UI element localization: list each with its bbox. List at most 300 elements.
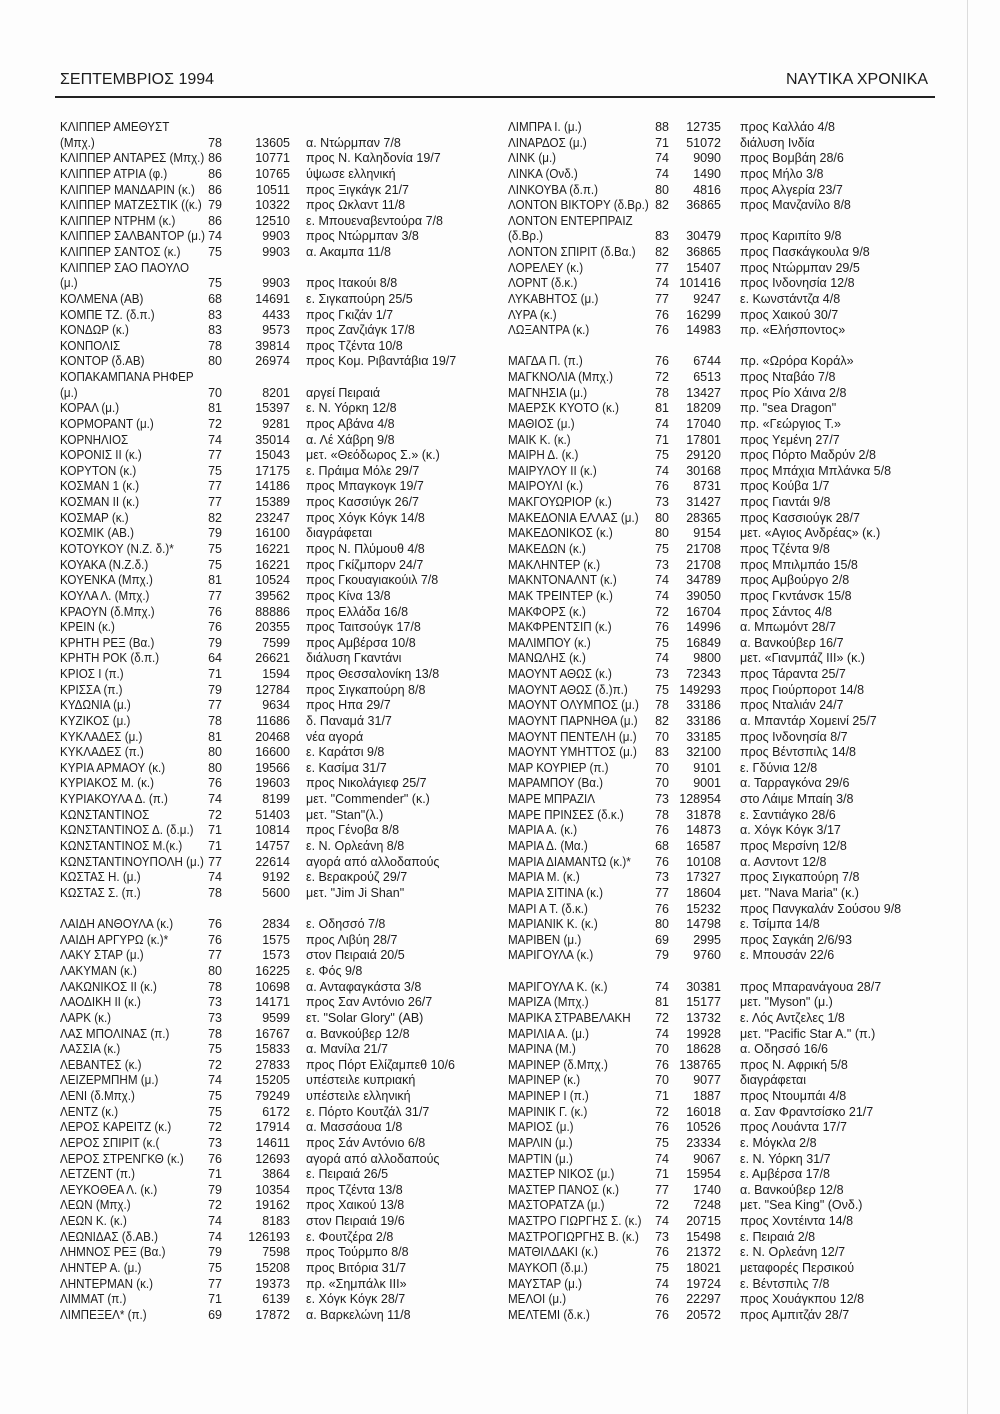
entry-status: α. Χόγκ Κόγκ 3/17 xyxy=(740,823,841,838)
entry-name: ΛΙΝΚΟΥΒΑ (δ.π.) xyxy=(508,182,599,197)
entry-name: (δ.Βρ.) xyxy=(508,229,544,244)
list-entry xyxy=(60,636,500,652)
list-entry xyxy=(508,1245,948,1261)
entry-name: (μ.) xyxy=(60,276,78,291)
list-entry xyxy=(60,730,500,746)
entry-tonnage: 27833 xyxy=(255,1057,290,1072)
entry-tonnage: 19928 xyxy=(686,1026,721,1041)
entry-status: προς Γένοβα 8/8 xyxy=(306,823,400,838)
entry-tonnage: 149293 xyxy=(679,682,721,697)
entry-year: 78 xyxy=(208,135,222,150)
entry-year: 74 xyxy=(655,573,669,588)
entry-status: προς Ιτακούι 8/8 xyxy=(306,276,398,291)
list-entry xyxy=(60,1120,500,1136)
entry-status: προς Ξιγκάγκ 21/7 xyxy=(306,182,409,197)
entry-status: δ. Παναμά 31/7 xyxy=(306,713,392,728)
list-entry xyxy=(508,589,948,605)
entry-name: ΚΥΚΛΑΔΕΣ (μ.) xyxy=(60,729,143,744)
entry-status: ε. Καράτσι 9/8 xyxy=(306,745,385,760)
list-entry xyxy=(508,605,948,621)
entry-tonnage: 14611 xyxy=(256,1135,290,1150)
entry-name: ΜΑΚΕΔΟΝΙΑ ΕΛΛΑΣ (μ.) xyxy=(508,510,639,525)
entry-tonnage: 9573 xyxy=(262,323,290,338)
entry-year: 75 xyxy=(655,448,669,463)
entry-tonnage: 9101 xyxy=(693,760,721,775)
entry-name: ΚΡΗΤΗ ΡΟΚ (δ.π.) xyxy=(60,651,160,666)
entry-status: προς Νταλιάν 24/7 xyxy=(740,698,844,713)
entry-year: 76 xyxy=(655,901,669,916)
entry-name: ΚΥΡΙΑ ΑΡΜΑΟΥ (κ.) xyxy=(60,760,166,775)
entry-year: 78 xyxy=(208,1026,222,1041)
list-entry xyxy=(508,1105,948,1121)
entry-name: ΛΕΩΝ Κ. (κ.) xyxy=(60,1214,127,1229)
entry-status: ε. Φός 9/8 xyxy=(306,964,363,979)
entry-tonnage: 14983 xyxy=(686,323,721,338)
entry-name: ΚΩΣΤΑΣ Σ. (π.) xyxy=(60,885,141,900)
entry-status: ε. Κασίμα 31/7 xyxy=(306,760,387,775)
entry-status: προς Κίνα 13/8 xyxy=(306,588,391,603)
list-entry xyxy=(508,433,948,449)
list-entry xyxy=(60,558,500,574)
entry-name: ΛΙΝΚΑ (Ονδ.) xyxy=(508,166,578,181)
entry-name: ΜΑΚΦΟΡΣ (κ.) xyxy=(508,604,586,619)
entry-name: ΛΙΜΜΑΤ (π.) xyxy=(60,1292,127,1307)
list-entry xyxy=(508,995,948,1011)
entry-tonnage: 9001 xyxy=(693,776,721,791)
list-entry xyxy=(60,448,500,464)
entry-name: ΚΥΖΙΚΟΣ (μ.) xyxy=(60,713,131,728)
entry-name: ΛΟΡΝΤ (δ.κ.) xyxy=(508,276,578,291)
entry-tonnage: 7598 xyxy=(262,1245,290,1260)
entry-year: 86 xyxy=(208,151,222,166)
list-entry xyxy=(60,198,500,214)
entry-name: ΚΛΙΠΠΕΡ ΣΑΟ ΠΑΟΥΛΟ xyxy=(60,260,190,275)
entry-tonnage: 10814 xyxy=(255,823,290,838)
list-entry xyxy=(60,792,500,808)
entry-status: α. Ασντοντ 12/8 xyxy=(740,854,827,869)
entry-year: 72 xyxy=(208,807,222,822)
entry-year: 77 xyxy=(208,448,222,463)
entry-name: ΚΛΙΠΠΕΡ ΑΝΤΑΡΕΣ (Μπχ.) xyxy=(60,151,205,166)
entry-name: ΛΕΩΝΙΔΑΣ (δ.ΑΒ.) xyxy=(60,1229,158,1244)
entry-tonnage: 15208 xyxy=(255,1260,290,1275)
entry-status: προς Κασσιούγκ 28/7 xyxy=(740,510,860,525)
list-entry xyxy=(60,245,500,261)
list-entry xyxy=(508,198,948,214)
header-rule xyxy=(55,96,935,98)
entry-year: 80 xyxy=(655,526,669,541)
entry-name: ΜΑΚΕΔΩΝ (κ.) xyxy=(508,542,586,556)
entry-year: 70 xyxy=(655,1073,669,1088)
entry-name: ΜΑΟΥΝΤ ΠΕΝΤΕΛΗ (μ.) xyxy=(508,729,637,744)
entry-year: 76 xyxy=(208,604,222,619)
entry-name: ΛΕΤΖΕΝΤ (π.) xyxy=(60,1167,135,1182)
entry-tonnage: 12784 xyxy=(255,682,290,697)
list-entry xyxy=(508,1027,948,1043)
entry-tonnage: 9247 xyxy=(693,291,721,306)
entry-tonnage: 10765 xyxy=(255,166,290,181)
list-entry xyxy=(60,1230,500,1246)
list-entry xyxy=(508,776,948,792)
entry-tonnage: 15232 xyxy=(686,901,721,916)
entry-status: ε. Πειραιά 26/5 xyxy=(306,1167,389,1182)
entry-year: 76 xyxy=(208,620,222,635)
entry-name: ΜΑΣΤΟΡΑΤΖΑ (μ.) xyxy=(508,1198,605,1213)
entry-name: ΚΩΝΣΤΑΝΤΙΝΟΣ xyxy=(60,807,150,822)
entry-status: προς Ταιτσούγκ 17/8 xyxy=(306,620,421,635)
entry-year: 74 xyxy=(208,792,222,807)
entry-name: ΛΑΙΔΗ ΑΝΘΟΥΛΑ (κ.) xyxy=(60,917,174,932)
entry-year: 74 xyxy=(655,166,669,181)
entry-name: ΜΑΙΡΟΥΛΙ (κ.) xyxy=(508,479,583,494)
list-entry xyxy=(60,933,500,949)
entry-year: 81 xyxy=(655,401,669,416)
entry-name: ΛΟΡΕΛΕΥ (κ.) xyxy=(508,260,584,275)
entry-name: ΜΑΡΙΑ ΣΙΤΙΝΑ (κ.) xyxy=(508,885,604,900)
entry-name: ΜΑΡΙΝΑ (Μ.) xyxy=(508,1042,576,1057)
list-entry xyxy=(508,980,948,996)
entry-tonnage: 13605 xyxy=(255,135,290,150)
entry-tonnage: 33186 xyxy=(686,698,721,713)
list-entry xyxy=(508,761,948,777)
entry-year: 75 xyxy=(208,245,222,260)
entry-tonnage: 15498 xyxy=(686,1229,721,1244)
entry-name: ΜΑΡΙΖΑ (Μπχ.) xyxy=(508,995,589,1010)
entry-status: ε. Μπουσάν 22/6 xyxy=(740,948,835,963)
entry-status: ε. Πράιμα Μόλε 29/7 xyxy=(306,463,420,478)
list-entry xyxy=(60,354,500,370)
list-entry xyxy=(60,964,500,980)
entry-tonnage: 17801 xyxy=(686,432,721,447)
entry-name: ΜΑΡΙΟΣ (μ.) xyxy=(508,1120,574,1135)
entry-status: μετ. «Αγιος Ανδρέας» (κ.) xyxy=(740,526,881,541)
entry-year: 80 xyxy=(655,917,669,932)
entry-tonnage: 31878 xyxy=(686,807,721,822)
entry-tonnage: 17914 xyxy=(255,1120,290,1135)
entry-year: 70 xyxy=(655,1042,669,1057)
entry-name: ΜΑΛΙΜΠΟΥ (κ.) xyxy=(508,635,591,650)
entry-tonnage: 18628 xyxy=(686,1042,721,1057)
list-entry xyxy=(508,511,948,527)
entry-year: 73 xyxy=(655,792,669,807)
entry-status: ε. Μπουεναβεντούρα 7/8 xyxy=(306,213,443,228)
list-entry xyxy=(508,120,948,136)
entry-name: ΚΟΥΑΚΑ (Ν.Ζ.δ.) xyxy=(60,557,149,572)
list-entry xyxy=(60,1027,500,1043)
entry-year: 71 xyxy=(655,1167,669,1182)
entry-tonnage: 15205 xyxy=(255,1073,290,1088)
list-entry xyxy=(508,886,948,902)
entry-status: ε. Σιγκαπούρη 25/5 xyxy=(306,291,413,306)
entry-status: προς Υεμένη 27/7 xyxy=(740,432,840,447)
entry-status: ε. Ν. Υόρκη 12/8 xyxy=(306,401,397,416)
entry-status: προς Μπάχια Μπλάνκα 5/8 xyxy=(740,463,892,478)
entry-tonnage: 9760 xyxy=(693,948,721,963)
entry-tonnage: 10354 xyxy=(255,1182,290,1197)
entry-status: προς Σιγκαπούρη 8/8 xyxy=(306,682,426,697)
list-entry xyxy=(508,870,948,886)
entry-status: προς Τζέντα 10/8 xyxy=(306,338,403,353)
entry-tonnage: 1740 xyxy=(693,1182,721,1197)
entry-status: ε. Βερακρούζ 29/7 xyxy=(306,870,408,885)
left-column xyxy=(60,120,500,1330)
page-edge xyxy=(967,0,968,1414)
entry-tonnage: 10524 xyxy=(255,573,290,588)
entry-status: προς Λιβύη 28/7 xyxy=(306,932,398,947)
entry-name: ΚΡΗΤΗ ΡΕΞ (Βα.) xyxy=(60,635,155,650)
entry-tonnage: 126193 xyxy=(248,1229,290,1244)
entry-tonnage: 21708 xyxy=(686,557,721,572)
entry-tonnage: 21372 xyxy=(686,1245,721,1260)
entry-year: 81 xyxy=(208,729,222,744)
entry-tonnage: 28365 xyxy=(686,510,721,525)
list-entry xyxy=(508,261,948,277)
entry-name: ΜΑΣΤΕΡ ΠΑΝΟΣ (κ.) xyxy=(508,1182,620,1197)
entry-status: προς Τάραντα 25/7 xyxy=(740,667,846,682)
entry-year: 74 xyxy=(655,151,669,166)
entry-year: 79 xyxy=(208,1182,222,1197)
list-entry xyxy=(508,495,948,511)
list-entry xyxy=(60,261,500,277)
entry-year: 75 xyxy=(208,1089,222,1104)
entry-tonnage: 8731 xyxy=(693,479,721,494)
entry-name: ΛΕΥΚΟΘΕΑ Λ. (κ.) xyxy=(60,1182,158,1197)
entry-name: ΜΑΡΙΓΟΥΛΑ (κ.) xyxy=(508,948,594,963)
entry-name: ΜΑΡΑΜΠΟΥ (Βα.) xyxy=(508,776,604,791)
entry-status: προς Ωκλαντ 11/8 xyxy=(306,198,406,213)
entry-year: 73 xyxy=(208,1010,222,1025)
list-entry xyxy=(508,448,948,464)
entry-year: 73 xyxy=(655,495,669,510)
list-entry xyxy=(508,1308,948,1324)
entry-name: ΚΛΙΠΠΕΡ ΑΤΡΙΑ (φ.) xyxy=(60,166,168,181)
list-entry xyxy=(60,495,500,511)
entry-status: προς Μερσίνη 12/8 xyxy=(740,838,847,853)
entry-tonnage: 16849 xyxy=(686,635,721,650)
list-entry xyxy=(508,1152,948,1168)
entry-tonnage: 4433 xyxy=(262,307,290,322)
list-entry xyxy=(60,323,500,339)
list-entry xyxy=(60,1089,500,1105)
entry-year: 73 xyxy=(655,667,669,682)
entry-name: ΜΑΟΥΝΤ ΠΑΡΝΗΘΑ (μ.) xyxy=(508,713,638,728)
entry-tonnage: 88886 xyxy=(255,604,290,619)
entry-status: προς Μπιλμπάο 15/8 xyxy=(740,557,858,572)
entry-year: 78 xyxy=(208,713,222,728)
list-entry xyxy=(508,1183,948,1199)
entry-tonnage: 10698 xyxy=(255,979,290,994)
entry-name: ΜΑΥΣΤΑΡ (μ.) xyxy=(508,1276,582,1291)
entry-status: διάλυση Γκαντάνι xyxy=(306,651,402,666)
entry-tonnage: 9090 xyxy=(693,151,721,166)
entry-status: μετ. "Sea King" (Ονδ.) xyxy=(740,1198,863,1213)
entry-year: 73 xyxy=(655,1229,669,1244)
entry-tonnage: 13427 xyxy=(686,385,721,400)
entry-name: ΛΥΚΑΒΗΤΟΣ (μ.) xyxy=(508,291,599,306)
entry-name: ΜΑΡ ΚΟΥΡΙΕΡ (π.) xyxy=(508,760,609,775)
entry-tonnage: 18021 xyxy=(686,1260,721,1275)
entry-year: 80 xyxy=(208,964,222,979)
entry-year: 76 xyxy=(208,917,222,932)
list-entry xyxy=(60,667,500,683)
entry-year: 71 xyxy=(208,1167,222,1182)
list-entry xyxy=(60,980,500,996)
entry-year: 80 xyxy=(655,182,669,197)
entry-name: ΜΑΥΚΟΠ (δ.μ.) xyxy=(508,1260,588,1275)
entry-status: ε. Ν. Ορλεάνη 12/7 xyxy=(740,1245,846,1260)
entry-tonnage: 6139 xyxy=(262,1292,290,1307)
entry-tonnage: 18209 xyxy=(686,401,721,416)
entry-status: προς Σαγκάη 2/6/93 xyxy=(740,932,852,947)
entry-tonnage: 51403 xyxy=(255,807,290,822)
entry-tonnage: 12693 xyxy=(255,1151,290,1166)
entry-year: 79 xyxy=(208,198,222,213)
entry-tonnage: 9192 xyxy=(262,870,290,885)
entry-status: ε. Χόγκ Κόγκ 28/7 xyxy=(306,1292,406,1307)
entry-year: 76 xyxy=(655,1245,669,1260)
entry-year: 74 xyxy=(655,1276,669,1291)
entry-name: ΛΙΝΑΡΔΟΣ (μ.) xyxy=(508,135,587,150)
entry-year: 76 xyxy=(655,1057,669,1072)
entry-year: 83 xyxy=(655,229,669,244)
entry-year: 76 xyxy=(655,479,669,494)
entry-year: 78 xyxy=(655,385,669,400)
list-entry xyxy=(60,948,500,964)
entry-tonnage: 20355 xyxy=(255,620,290,635)
entry-name: ΚΡΙΟΣ Ι (π.) xyxy=(60,667,124,682)
list-entry xyxy=(60,1198,500,1214)
entry-year: 70 xyxy=(655,776,669,791)
entry-tonnage: 15043 xyxy=(255,448,290,463)
entry-tonnage: 9077 xyxy=(693,1073,721,1088)
entry-name: ΜΑΣΤΡΟΓΙΩΡΓΗΣ Β. (κ.) xyxy=(508,1229,639,1244)
list-entry xyxy=(508,1261,948,1277)
entry-name: ΚΟΛΜΕΝΑ (ΑΒ) xyxy=(60,291,144,306)
entry-name: ΚΟΜΠΕ ΤΖ. (δ.π.) xyxy=(60,307,155,322)
entry-name: ΚΟΣΜΙΚ (ΑΒ.) xyxy=(60,526,135,541)
list-entry xyxy=(508,573,948,589)
list-entry xyxy=(60,526,500,542)
entry-tonnage: 15407 xyxy=(686,260,721,275)
entry-year: 74 xyxy=(655,979,669,994)
entry-status: προς Αμβέρσα 10/8 xyxy=(306,635,416,650)
entry-year: 77 xyxy=(208,1276,222,1291)
list-entry xyxy=(60,870,500,886)
entry-status: προς Καλλάο 4/8 xyxy=(740,120,835,134)
entry-name: ΛΕΡΟΣ ΣΠΙΡΙΤ (κ.( xyxy=(60,1135,160,1150)
entry-status: προς Ινδονησία 12/8 xyxy=(740,276,855,291)
entry-status: αργεί Πειραιά xyxy=(306,385,381,400)
entry-tonnage: 9903 xyxy=(262,276,290,291)
list-entry xyxy=(508,698,948,714)
list-entry xyxy=(60,511,500,527)
entry-year: 82 xyxy=(655,713,669,728)
entry-name: (μ.) xyxy=(60,385,78,400)
entry-status: προς Αμβούργο 2/8 xyxy=(740,573,850,588)
entry-year: 83 xyxy=(208,307,222,322)
entry-tonnage: 19162 xyxy=(255,1198,290,1213)
list-entry xyxy=(508,308,948,324)
entry-year: 77 xyxy=(655,1182,669,1197)
list-entry xyxy=(60,167,500,183)
entry-year: 79 xyxy=(208,526,222,541)
entry-status: προς Κομ. Ριβαντάβια 19/7 xyxy=(306,354,457,369)
entry-tonnage: 5600 xyxy=(262,885,290,900)
entry-year: 76 xyxy=(655,823,669,838)
entry-name: ΛΟΝΤΟΝ ΣΠΙΡΙΤ (δ.Βα.) xyxy=(508,245,636,260)
entry-status: προς Πόρτ Ελίζαμπεθ 10/6 xyxy=(306,1057,455,1072)
entry-year: 78 xyxy=(208,979,222,994)
entry-name: ΜΑΚΕΔΟΝΙΚΟΣ (κ.) xyxy=(508,526,613,541)
entry-name: ΜΑΡΙΝΕΡ (κ.) xyxy=(508,1073,581,1088)
list-entry xyxy=(508,1042,948,1058)
list-entry xyxy=(508,620,948,636)
list-entry xyxy=(60,1042,500,1058)
entry-name: ΚΛΙΠΠΕΡ ΝΤΡΗΜ (κ.) xyxy=(60,213,176,228)
entry-name: ΛΑΚΥ ΣΤΑΡ (μ.) xyxy=(60,948,144,963)
entry-name: ΜΑΓΚΝΟΛΙΑ (Μπχ.) xyxy=(508,370,613,385)
entry-year: 72 xyxy=(208,1120,222,1135)
entry-tonnage: 35014 xyxy=(255,432,290,447)
entry-name: ΜΑΙΡΥΛΟΥ ΙΙ (κ.) xyxy=(508,463,597,478)
entry-name: ΛΑΚΥΜΑΝ (κ.) xyxy=(60,964,137,979)
entry-status: μετ. "Jim Ji Shan" xyxy=(306,885,405,900)
entry-tonnage: 26621 xyxy=(255,651,290,666)
entry-status: προς Κασσιύγκ 26/7 xyxy=(306,495,419,510)
entry-status: ύψωσε ελληνική xyxy=(306,166,396,181)
list-entry xyxy=(508,1120,948,1136)
entry-year: 74 xyxy=(655,276,669,291)
entry-year: 75 xyxy=(655,1260,669,1275)
entry-tonnage: 10322 xyxy=(255,198,290,213)
list-entry xyxy=(60,417,500,433)
entry-year: 74 xyxy=(208,870,222,885)
entry-tonnage: 16225 xyxy=(255,964,290,979)
entry-tonnage: 1575 xyxy=(262,932,290,947)
list-entry xyxy=(508,183,948,199)
entry-year: 73 xyxy=(208,995,222,1010)
entry-name: ΛΑΙΔΗ ΑΡΓΥΡΩ (κ.)* xyxy=(60,932,169,947)
entry-year: 75 xyxy=(208,1042,222,1057)
entry-year: 76 xyxy=(655,620,669,635)
entry-year: 79 xyxy=(208,635,222,650)
entry-name: ΜΑΚΝΤΟΝΑΛΝΤ (κ.) xyxy=(508,573,617,588)
entry-tonnage: 34789 xyxy=(686,573,721,588)
list-entry xyxy=(508,1198,948,1214)
entry-name: ΛΟΝΤΟΝ ΕΝΤΕΡΠΡΑΙΖ xyxy=(508,213,633,228)
list-entry xyxy=(508,136,948,152)
entry-tonnage: 23334 xyxy=(686,1135,721,1150)
entry-status: προς Βιτόρια 31/7 xyxy=(306,1260,407,1275)
entry-status: υπέστειλε ελληνική xyxy=(306,1089,411,1104)
entry-name: ΚΛΙΠΠΕΡ ΑΜΕΘΥΣΤ xyxy=(60,120,170,134)
entry-status: μεταφορές Περσικού xyxy=(740,1260,855,1275)
list-entry xyxy=(60,136,500,152)
entry-tonnage: 22614 xyxy=(255,854,290,869)
entry-name: ΚΩΝΣΤΑΝΤΙΝΟΣ Μ.(κ.) xyxy=(60,838,183,853)
entry-status: πρ. «Γεώργιος Τ.» xyxy=(740,416,841,431)
list-entry xyxy=(60,839,500,855)
entry-year: 71 xyxy=(655,1089,669,1104)
entry-status: μετ. "Stan"(λ.) xyxy=(306,807,384,822)
list-entry xyxy=(508,1214,948,1230)
entry-tonnage: 79249 xyxy=(255,1089,290,1104)
entry-year: 74 xyxy=(208,229,222,244)
list-entry xyxy=(508,292,948,308)
entry-status: προς Ντώρμπαν 29/5 xyxy=(740,260,860,275)
entry-year: 73 xyxy=(655,870,669,885)
list-entry xyxy=(508,386,948,402)
